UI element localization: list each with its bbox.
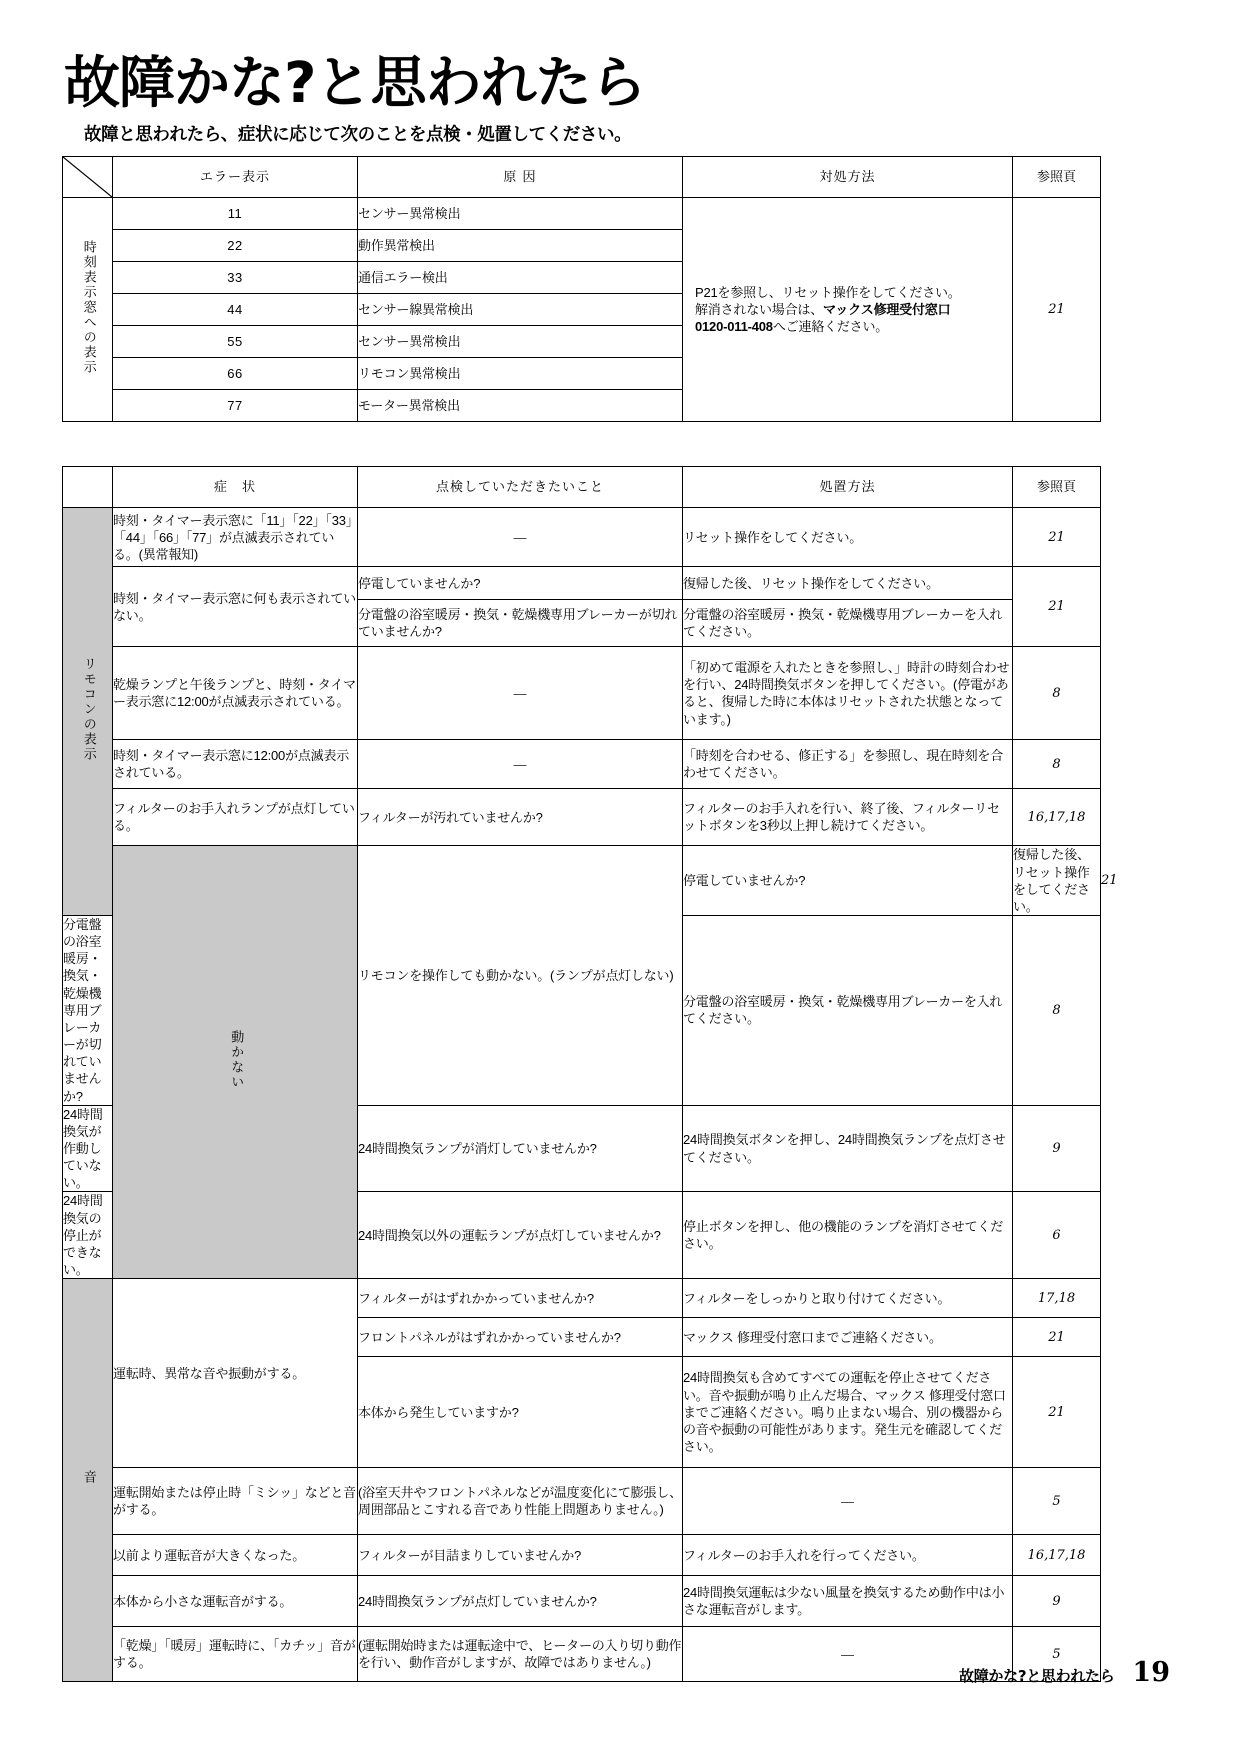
footer-page-number: 19 (1132, 1657, 1170, 1688)
table-row (63, 740, 1101, 789)
symptom-text: 時刻・タイマー表示窓に12:00が点滅表示されている。 (113, 740, 358, 789)
error-reference-page: 21 (1013, 198, 1101, 422)
symptom-text: 乾燥ランプと午後ランプと、時刻・タイマー表示窓に12:00が点滅表示されている。 (113, 647, 358, 740)
error-code: 22 (113, 230, 358, 262)
symptom-text: 時刻・タイマー表示窓に「11」「22」「33」「44」「66」「77」が点滅表示されている。(異常報知) (113, 508, 358, 567)
error-cause: センサー異常検出 (358, 198, 683, 230)
symptom-group-label-remote-display (63, 508, 113, 916)
table-row: 動かない リモコンを操作しても動かない。(ランプが点灯しない) 停電していませんか? 復帰した後、リセット操作をしてください。 21 (63, 846, 1101, 916)
check-text: (運転開始時または運転途中で、ヒーターの入り切り動作を行い、動作音がしますが、故障ではありません。) (358, 1627, 683, 1682)
error-table-col-action: 対処方法 (683, 157, 1013, 198)
check-text: 24時間換気ランプが点灯していませんか? (358, 1576, 683, 1627)
reference-page: 16,17,18 (1013, 1535, 1101, 1576)
check-text: 分電盤の浴室暖房・換気・乾燥機専用ブレーカーが切れていませんか? (63, 915, 113, 1105)
symptom-table-col-reference: 参照頁 (1013, 467, 1101, 508)
error-action-line2-prefix: 解消されない場合は、 (695, 302, 824, 318)
action-text: — (683, 1468, 1013, 1535)
table-row (63, 789, 1101, 846)
symptom-text: 運転開始または停止時「ミシッ」などと音がする。 (113, 1468, 358, 1535)
check-text: フィルターが汚れていませんか? (358, 789, 683, 846)
error-table-group-label (63, 198, 113, 422)
symptom-group-label-text: 音 (80, 1470, 96, 1486)
reference-page: 8 (1013, 647, 1101, 740)
error-cause: リモコン異常検出 (358, 358, 683, 390)
table-row (63, 1576, 1101, 1627)
page-subtitle: 故障と思われたら、症状に応じて次のことを点検・処置してください。 (84, 125, 632, 146)
table-row (63, 647, 1101, 740)
error-action-line2 (695, 301, 1002, 318)
error-action-line1: P21を参照し、リセット操作をしてください。 (695, 285, 961, 301)
action-text: 分電盤の浴室暖房・換気・乾燥機専用ブレーカーを入れてください。 (683, 600, 1013, 647)
page-title: 故障かな?と思われたら (64, 51, 646, 116)
reference-page: 8 (1013, 740, 1101, 789)
action-text: 「時刻を合わせる、修正する」を参照し、現在時刻を合わせてください。 (683, 740, 1013, 789)
check-text: — (358, 647, 683, 740)
action-text: 「初めて電源を入れたときを参照し、」時計の時刻合わせを行い、24時間換気ボタンを押してください。(停電があると、復帰した時に本体はリセットされた状態となっています。) (683, 647, 1013, 740)
reference-page: 6 (1013, 1192, 1101, 1279)
error-table-header-row (63, 157, 1101, 198)
page-footer (959, 1657, 1170, 1688)
action-text: 復帰した後、リセット操作をしてください。 (683, 567, 1013, 600)
action-text: — (683, 1627, 1013, 1682)
error-table-col-error-display: エラー表示 (113, 157, 358, 198)
check-text: 分電盤の浴室暖房・換気・乾燥機専用ブレーカーが切れていませんか? (358, 600, 683, 647)
check-text: フィルターがはずれかかっていませんか? (358, 1279, 683, 1318)
error-table-col-reference: 参照頁 (1013, 157, 1101, 198)
corner-diagonal-cell (63, 157, 113, 198)
error-action-line3 (695, 318, 1002, 335)
reference-page: 5 (1013, 1468, 1101, 1535)
action-text: フィルターのお手入れを行ってください。 (683, 1535, 1013, 1576)
symptom-text: 24時間換気の停止ができない。 (63, 1192, 113, 1279)
error-table-group-label-text: 時刻表示窓への表示 (80, 239, 96, 375)
check-text: 停電していませんか? (683, 846, 1013, 916)
check-text: 24時間換気ランプが消灯していませんか? (358, 1105, 683, 1192)
reference-page: 8 (1013, 915, 1101, 1105)
action-text: フィルターをしっかりと取り付けてください。 (683, 1279, 1013, 1318)
error-code: 44 (113, 294, 358, 326)
action-text: リセット操作をしてください。 (683, 508, 1013, 567)
error-cause: センサー異常検出 (358, 326, 683, 358)
error-cause: モーター異常検出 (358, 390, 683, 422)
reference-page: 5 (1013, 1627, 1101, 1682)
table-row (63, 1627, 1101, 1682)
symptom-text: 運転時、異常な音や振動がする。 (113, 1279, 358, 1468)
check-text: 24時間換気以外の運転ランプが点灯していませんか? (358, 1192, 683, 1279)
symptom-text: 24時間換気が作動していない。 (63, 1105, 113, 1192)
action-text: フィルターのお手入れを行い、終了後、フィルターリセットボタンを3秒以上押し続けてください。 (683, 789, 1013, 846)
action-text: 24時間換気ボタンを押し、24時間換気ランプを点灯させてください。 (683, 1105, 1013, 1192)
check-text: フロントパネルがはずれかかっていませんか? (358, 1318, 683, 1357)
error-code-table (62, 156, 1101, 422)
table-row (63, 508, 1101, 567)
reference-page: 17,18 (1013, 1279, 1101, 1318)
action-text: 復帰した後、リセット操作をしてください。 (1013, 846, 1101, 916)
action-text: 24時間換気も含めてすべての運転を停止させてください。音や振動が鳴り止んだ場合、マックス 修理受付窓口 までご連絡ください。鳴り止まない場合、別の機器からの音や振動の可能性があります。発生元を確認してください。 (683, 1357, 1013, 1468)
error-cause: 動作異常検出 (358, 230, 683, 262)
action-text: マックス 修理受付窓口までご連絡ください。 (683, 1318, 1013, 1357)
action-text: 24時間換気運転は少ない風量を換気するため動作中は小さな運転音がします。 (683, 1576, 1013, 1627)
error-cause: センサー線異常検出 (358, 294, 683, 326)
symptom-text: 「乾燥」「暖房」運転時に、「カチッ」音がする。 (113, 1627, 358, 1682)
table-row (63, 198, 1101, 230)
action-text: 停止ボタンを押し、他の機能のランプを消灯させてください。 (683, 1192, 1013, 1279)
symptom-text: 本体から小さな運転音がする。 (113, 1576, 358, 1627)
symptom-group-label-text: 動かない (228, 1029, 244, 1090)
symptom-text: フィルターのお手入れランプが点灯している。 (113, 789, 358, 846)
reference-page: 9 (1013, 1105, 1101, 1192)
error-table-col-cause: 原 因 (358, 157, 683, 198)
check-text: (浴室天井やフロントパネルなどが温度変化にて膨張し、周囲部品とこすれる音であり性能上問題ありません。) (358, 1468, 683, 1535)
error-code: 55 (113, 326, 358, 358)
reference-page: 21 (1013, 1357, 1101, 1468)
check-text: 停電していませんか? (358, 567, 683, 600)
error-action-cell (683, 198, 1013, 422)
action-text: 分電盤の浴室暖房・換気・乾燥機専用ブレーカーを入れてください。 (683, 915, 1013, 1105)
symptom-table-header-row (63, 467, 1101, 508)
check-text: — (358, 508, 683, 567)
error-action-line3-suffix: へご連絡ください。 (772, 319, 889, 335)
symptom-group-label-sound (63, 1279, 113, 1682)
reference-page: 21 (1013, 508, 1101, 567)
check-text: 本体から発生していますか? (358, 1357, 683, 1468)
symptom-text: リモコンを操作しても動かない。(ランプが点灯しない) (358, 846, 683, 1105)
footer-section-title: 故障かな?と思われたら (959, 1667, 1115, 1685)
table-row (63, 1535, 1101, 1576)
symptom-table (62, 466, 1118, 1682)
error-cause: 通信エラー検出 (358, 262, 683, 294)
reference-page: 21 (1013, 567, 1101, 647)
symptom-table-col-action: 処置方法 (683, 467, 1013, 508)
table-row (63, 1468, 1101, 1535)
symptom-text: 時刻・タイマー表示窓に何も表示されていない。 (113, 567, 358, 647)
symptom-table-col-symptom: 症 状 (113, 467, 358, 508)
table-row (63, 1279, 1101, 1318)
table-row (63, 567, 1101, 600)
repair-desk-phone: 0120-011-408 (695, 319, 773, 335)
check-text: — (358, 740, 683, 789)
check-text: フィルターが目詰まりしていませんか? (358, 1535, 683, 1576)
reference-page: 9 (1013, 1576, 1101, 1627)
symptom-text: 以前より運転音が大きくなった。 (113, 1535, 358, 1576)
error-code: 11 (113, 198, 358, 230)
symptom-group-label-not-working (113, 846, 358, 1279)
reference-page: 21 (1013, 1318, 1101, 1357)
diagonal-line-icon (63, 157, 112, 197)
error-code: 66 (113, 358, 358, 390)
corner-blank-cell (63, 467, 113, 508)
symptom-group-label-text: リモコンの表示 (80, 656, 96, 762)
repair-desk-name: マックス修理受付窓口 (823, 302, 951, 318)
error-code: 77 (113, 390, 358, 422)
reference-page: 16,17,18 (1013, 789, 1101, 846)
symptom-table-col-check: 点検していただきたいこと (358, 467, 683, 508)
error-code: 33 (113, 262, 358, 294)
